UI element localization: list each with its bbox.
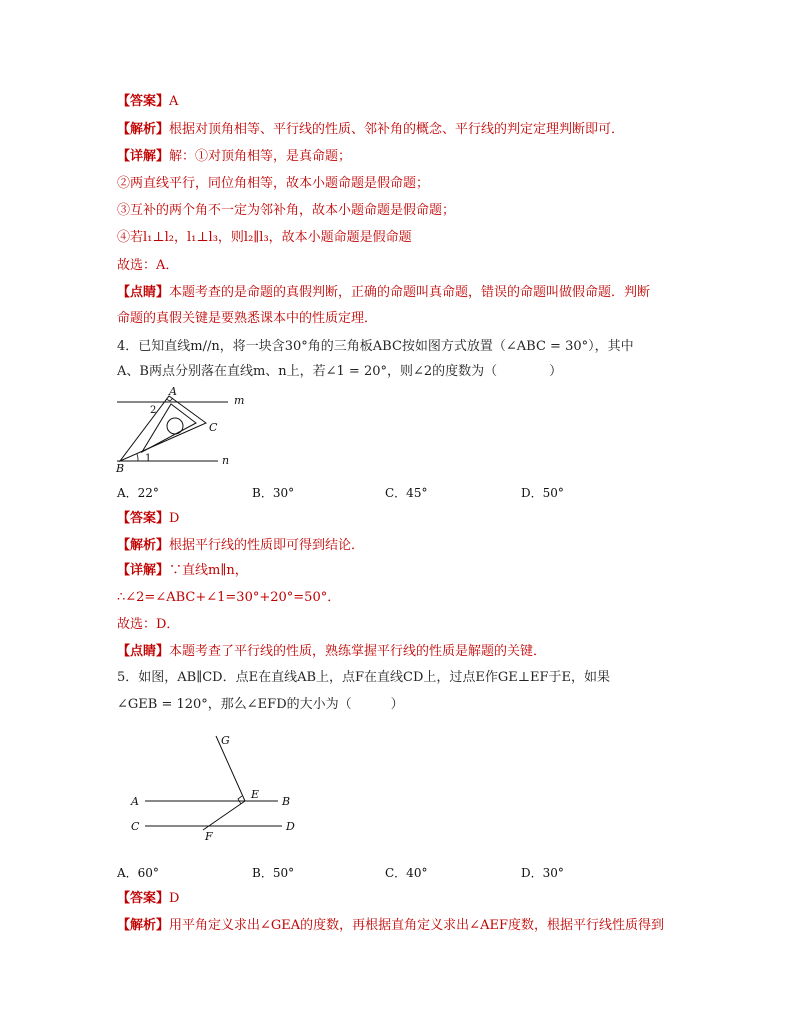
detail-step-4: ④若l₁⊥l₂，l₁⊥l₃，则l₂∥l₃，故本小题命题是假命题 [117,230,412,245]
angle-1-arc [137,454,138,461]
detail-step-q4: ∴∠2=∠ABC+∠1=30°+20°=50°． [117,590,341,605]
analysis-line-q3 [117,122,624,138]
analysis-tag: 【解析】 [117,122,170,137]
label-n: n [222,454,230,467]
comment-tag: 【点睛】 [117,285,170,300]
detail-step-2: ②两直线平行，同位角相等，故本小题命题是假命题； [117,176,430,191]
analysis-text: 根据对顶角相等、平行线的性质、邻补角的概念、平行线的判定定理判断即可． [169,122,625,137]
label-A: A [131,795,139,808]
answer-tag: 【答案】 [117,94,170,109]
label-C: C [131,820,140,833]
q4-option-d: D．50° [521,486,564,500]
analysis-line-q5 [117,918,664,934]
q4-option-b: B．30° [252,486,295,500]
label-B: B [282,795,291,808]
q5-option-c: C．40° [385,866,428,880]
triangle-hole [167,418,183,434]
q4-stem-line-1: 4．已知直线m//n，将一块含30°角的三角板ABC按如图方式放置（∠ABC = 30°），其中 [117,339,634,354]
label-A: A [169,385,177,398]
q5-stem-line-2: ∠GEB = 120°，那么∠EFD的大小为（ ） [117,697,404,712]
label-F: F [205,830,213,843]
q4-stem-line-2: A、B两点分别落在直线m、n上，若∠1 = 20°，则∠2的度数为（ ） [117,364,563,379]
detail-step-3: ③互补的两个角不一定为邻补角，故本小题命题是假命题； [117,203,456,218]
label-2: 2 [150,405,157,416]
answer-line-q3 [117,94,178,110]
label-B: B [116,462,125,474]
q5-option-b: B．50° [252,866,295,880]
label-C: C [209,421,218,434]
analysis-tag: 【解析】 [117,538,170,553]
label-G: G [221,734,230,747]
label-D: D [286,820,295,833]
analysis-tag: 【解析】 [117,918,170,933]
comment-tag: 【点睛】 [117,644,170,659]
answer-value: A [169,94,179,109]
comment-text: 本题考查了平行线的性质，熟练掌握平行线的性质是解题的关键． [169,644,547,659]
q4-figure [112,384,252,474]
choose-line-q3: 故选：A． [117,258,179,273]
answer-line-q5 [117,891,179,907]
label-E: E [251,788,260,801]
q4-option-a: A．22° [117,486,159,500]
choose-line-q4: 故选：D． [117,617,180,632]
answer-tag: 【答案】 [117,511,170,526]
comment-line-q4 [117,644,546,660]
q5-figure [125,726,310,846]
triangle-outer [120,396,206,461]
comment-text-1: 本题考查的是命题的真假判断，正确的命题叫真命题，错误的命题叫做假命题．判断 [169,285,651,300]
analysis-text: 用平角定义求出∠GEA的度数，再根据直角定义求出∠AEF度数，根据平行线性质得到 [169,918,664,933]
q5-option-a: A．60° [117,866,159,880]
answer-value: D [169,511,180,526]
detail-tag: 【详解】 [117,563,170,578]
q5-stem-line-1: 5．如图，AB∥CD．点E在直线AB上，点F在直线CD上，过点E作GE⊥EF于E，如果 [117,670,610,685]
detail-text: 解：①对顶角相等，是真命题； [169,149,352,164]
detail-line-q3 [117,149,351,165]
q4-option-c: C．45° [385,486,428,500]
label-1: 1 [145,453,152,464]
detail-line-q4 [117,563,248,579]
analysis-line-q4 [117,538,364,554]
comment-text-2: 命题的真假关键是要熟悉课本中的性质定理． [117,311,378,326]
comment-line-q3 [117,285,650,301]
detail-tag: 【详解】 [117,149,170,164]
q5-option-d: D．30° [521,866,564,880]
answer-tag: 【答案】 [117,891,170,906]
detail-text: ∵直线m∥n， [169,563,248,578]
label-m: m [234,394,245,407]
right-angle-mark-e [238,796,242,804]
analysis-text: 根据平行线的性质即可得到结论． [169,538,365,553]
answer-value: D [169,891,180,906]
answer-line-q4 [117,511,179,527]
